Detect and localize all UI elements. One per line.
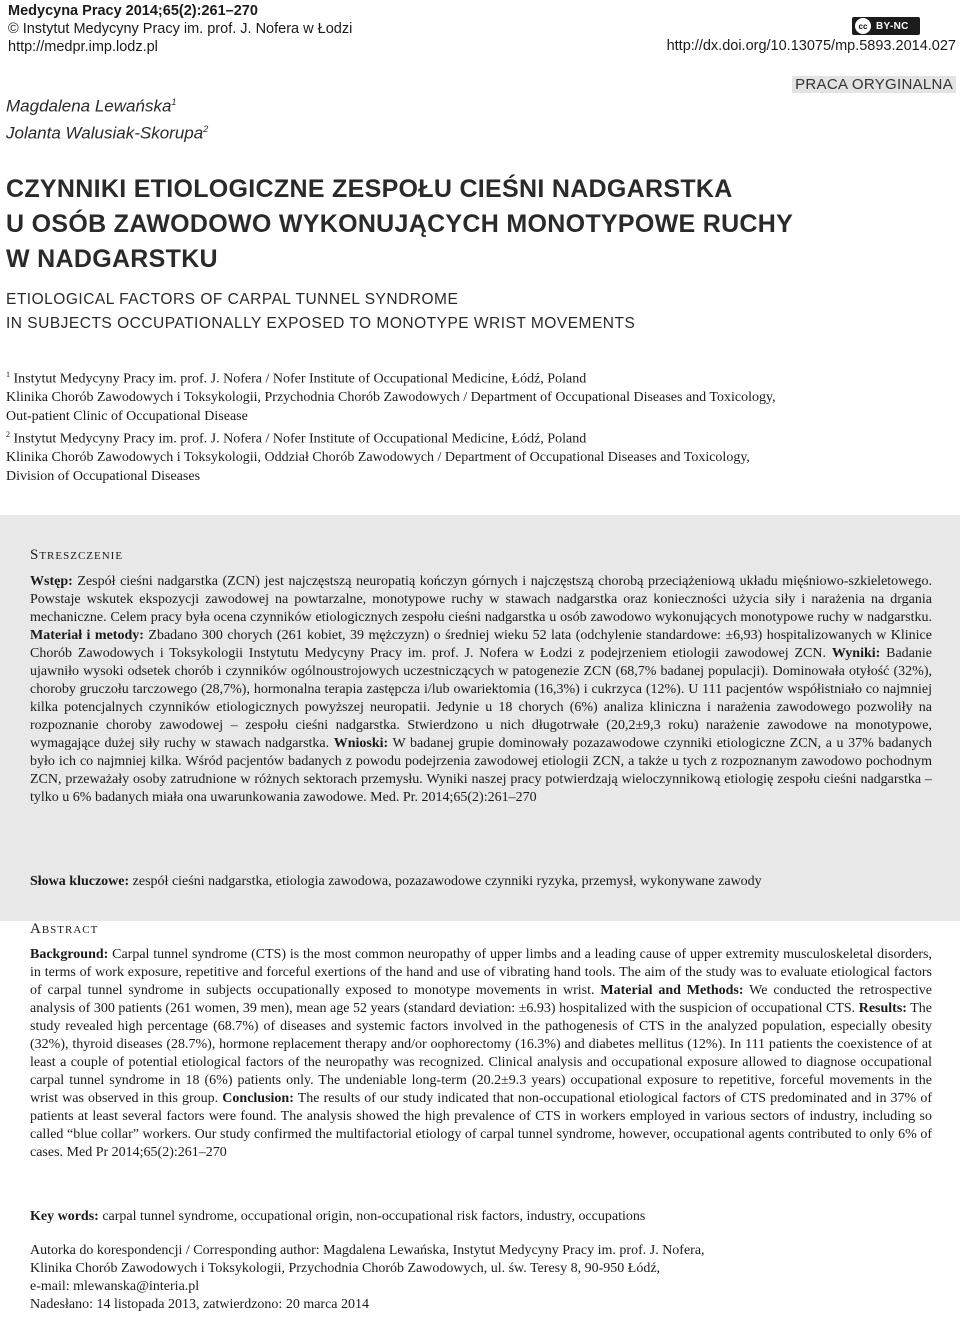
- article-type-badge: PRACA ORYGINALNA: [792, 76, 956, 93]
- abstract-text: Background: Carpal tunnel syndrome (CTS) is the most common neuropathy of upper limbs and a leading cause of upper extremity musculoskeletal disorders, in terms of work exposure, repetitive and forceful exertions of the hand and use of vibrating hand tools. The aim of the study was to evaluate etiological factors of carpal tunnel syndrome in subjects occupationally exposed to monotype movements in wrist. Material and Methods: We conducted the retrospective analysis of 300 patients (261 women, 39 men), mean age 52 years (standard deviation: ±6.93) hospitalized with the suspicion of occupational CTS. Results: The study revealed high percentage (68.7%) of diseases and systemic factors involved in the pathogenesis of CTS in the analyzed population, especially obesity (32%), thyroid diseases (28.7%), hormone replacement therapy and/or oophorectomy (16.3%) and diabetes mellitus (12%). In 111 patients the coexistence of at least a couple of potential etiological factors of the neuropathy was recognized. Clinical analysis and occupational exposure allowed to diagnose occupational carpal tunnel syndrome in 18 (6%) patients only. The undeniable long-term (20.2±9.3 years) occupational exposure to repetitive, forceful movements in the wrist was observed in this group. Conclusion: The results of our study indicated that non-occupational etiological factors of CTS predominated and in 37% of patients at least several factors were found. The analysis showed the high prevalence of CTS in workers employed in various sectors of industry, including so called “blue collar” workers. Our study confirmed the multifactorial etiology of carpal tunnel syndrome, however, occupational agents contributed to only 6% of cases. Med Pr 2014;65(2):261–270: [30, 947, 932, 1160]
- slowa-kluczowe: Słowa kluczowe: zespół cieśni nadgarstka, etiologia zawodowa, pozazawodowe czynniki ryzyka, przemysł, wykonywane zawody: [30, 874, 762, 889]
- streszczenie-heading: Streszczenie: [30, 547, 124, 563]
- author: Magdalena Lewańska$^1$: [6, 96, 177, 116]
- title-polish: CZYNNIKI ETIOLOGICZNE ZESPOŁU CIEŚNI NADGARSTKA U OSÓB ZAWODOWO WYKONUJĄCYCH MONOTYPOWE RUCHY W NADGARSTKU: [6, 175, 794, 273]
- affiliations: $^1$ Instytut Medycyny Pracy im. prof. J. Nofera / Nofer Institute of Occupational Medicine, Łódź, Poland Klinika Chorób Zawodowych i Toksykologii, Przychodnia Chorób Zawodowych / Department of Occupational Diseases and Toxicology, Out-patient Clinic of Occupational Disease $^2$ Instytut Medycyny Pracy im. prof. J. Nofera / Nofer Institute of Occupational Medicine, Łódź, Poland Klinika Chorób Zawodowych i Toksykologii, Oddział Chorób Zawodowych / Department of Occupational Diseases and Toxicology, Division of Occupational Diseases: [6, 366, 956, 486]
- title-english: ETIOLOGICAL FACTORS OF CARPAL TUNNEL SYNDROME IN SUBJECTS OCCUPATIONALLY EXPOSED TO MONOTYPE WRIST MOVEMENTS: [6, 291, 636, 332]
- doi-link[interactable]: http://dx.doi.org/10.13075/mp.5893.2014.027: [666, 38, 956, 54]
- abstract-heading: Abstract: [30, 921, 99, 937]
- affiliation: $^1$ Instytut Medycyny Pracy im. prof. J. Nofera / Nofer Institute of Occupational Medicine, Łódź, Poland: [6, 370, 587, 387]
- email[interactable]: e-mail: mlewanska@interia.pl: [30, 1279, 200, 1294]
- license-label: BY-NC: [876, 20, 909, 32]
- cc-license-badge[interactable]: [852, 17, 920, 35]
- journal-url[interactable]: http://medpr.imp.lodz.pl: [8, 39, 158, 55]
- cc-icon: cc: [855, 18, 871, 34]
- key-words: Key words: carpal tunnel syndrome, occupational origin, non-occupational risk factors, industry, occupations: [30, 1209, 646, 1224]
- abstract-english: [0, 921, 960, 1236]
- correspondence: Autorka do korespondencji / Corresponding author: Magdalena Lewańska, Instytut Medycyny Pracy im. prof. J. Nofera, Klinika Chorób Zawodowych i Toksykologii, Przychodnia Chorób Zawodowych, ul. św. Teresy 8, 90-950 Łódź, e-mail: mlewanska@interia.pl Nadesłano: 14 listopada 2013, zatwierdzono: 20 marca 2014: [30, 1242, 932, 1314]
- journal-citation: Medycyna Pracy 2014;65(2):261–270: [8, 3, 258, 19]
- streszczenie-text: Wstęp: Zespół cieśni nadgarstka (ZCN) jest najczęstszą neuropatią kończyn górnych i najczęstszą chorobą przeciążeniową układu mięśniowo-szkieletowego. Powstaje wskutek ekspozycji zawodowej na powtarzalne, monotypowe ruchy w stawach nadgarstka oraz konieczności użycia siły i narażenia na drgania mechaniczne. Celem pracy była ocena czynników etiologicznych zespołu cieśni nadgarstka u osób zawodowo wykonujących monotypowe ruchy w nadgarstku. Materiał i metody: Zbadano 300 chorych (261 kobiet, 39 mężczyzn) o średniej wieku 52 lata (odchylenie standardowe: ±6,93) hospitalizowanych w Klinice Chorób Zawodowych i Toksykologii Instytutu Medycyny Pracy im. prof. J. Nofera w Łodzi z podejrzeniem etiologii zawodowej ZCN. Wyniki: Badanie ujawniło wysoki odsetek chorób i czynników ogólnoustrojowych uczestniczących w patogenezie ZCN (68,7% badanej populacji). Dominowała otyłość (32%), choroby gruczołu tarczowego (28,7%), hormonalna terapia zastępcza i/lub owariektomia (16,3%) i cukrzyca (12%). U 111 pacjentów współistniało co najmniej kilka potencjalnych czynników etiologicznych powyższej neuropatii. Jedynie u 18 chorych (6%) analiza kliniczna i narażenia zawodowego pozwoliły na rozpoznanie choroby zawodowej – zespołu cieśni nadgarstka. Stwierdzono u nich długotrwałe (20,2±9,3 roku) narażenie zawodowe na monotypowe, wymagające dużej siły ruchy w stawach nadgarstka. Wnioski: W badanej grupie dominowały pozazawodowe czynniki etiologiczne ZCN, a u 37% badanych było ich co najmniej kilka. Wśród pacjentów badanych z powodu podejrzenia zawodowej etiologii ZCN, a także u tych z rozpoznanym zawodowo pochodnym ZCN, przeważały osoby zatrudnione w różnych sektorach przemysłu. Wyniki naszej pracy potwierdzają wieloczynnikową etiologię zespołu cieśni nadgarstka – tylko u 6% badanych miała ona uwarunkowania zawodowe. Med. Pr. 2014;65(2):261–270: [30, 574, 933, 805]
- abstract-box: [0, 515, 960, 921]
- journal-header: [8, 2, 352, 56]
- author-list: [6, 91, 208, 144]
- copyright-line: © Instytut Medycyny Pracy im. prof. J. Nofera w Łodzi: [8, 21, 353, 37]
- affiliation: $^2$ Instytut Medycyny Pracy im. prof. J. Nofera / Nofer Institute of Occupational Medicine, Łódź, Poland: [6, 430, 587, 447]
- author: Jolanta Walusiak-Skorupa$^2$: [6, 123, 209, 143]
- dates: Nadesłano: 14 listopada 2013, zatwierdzono: 20 marca 2014: [30, 1297, 370, 1312]
